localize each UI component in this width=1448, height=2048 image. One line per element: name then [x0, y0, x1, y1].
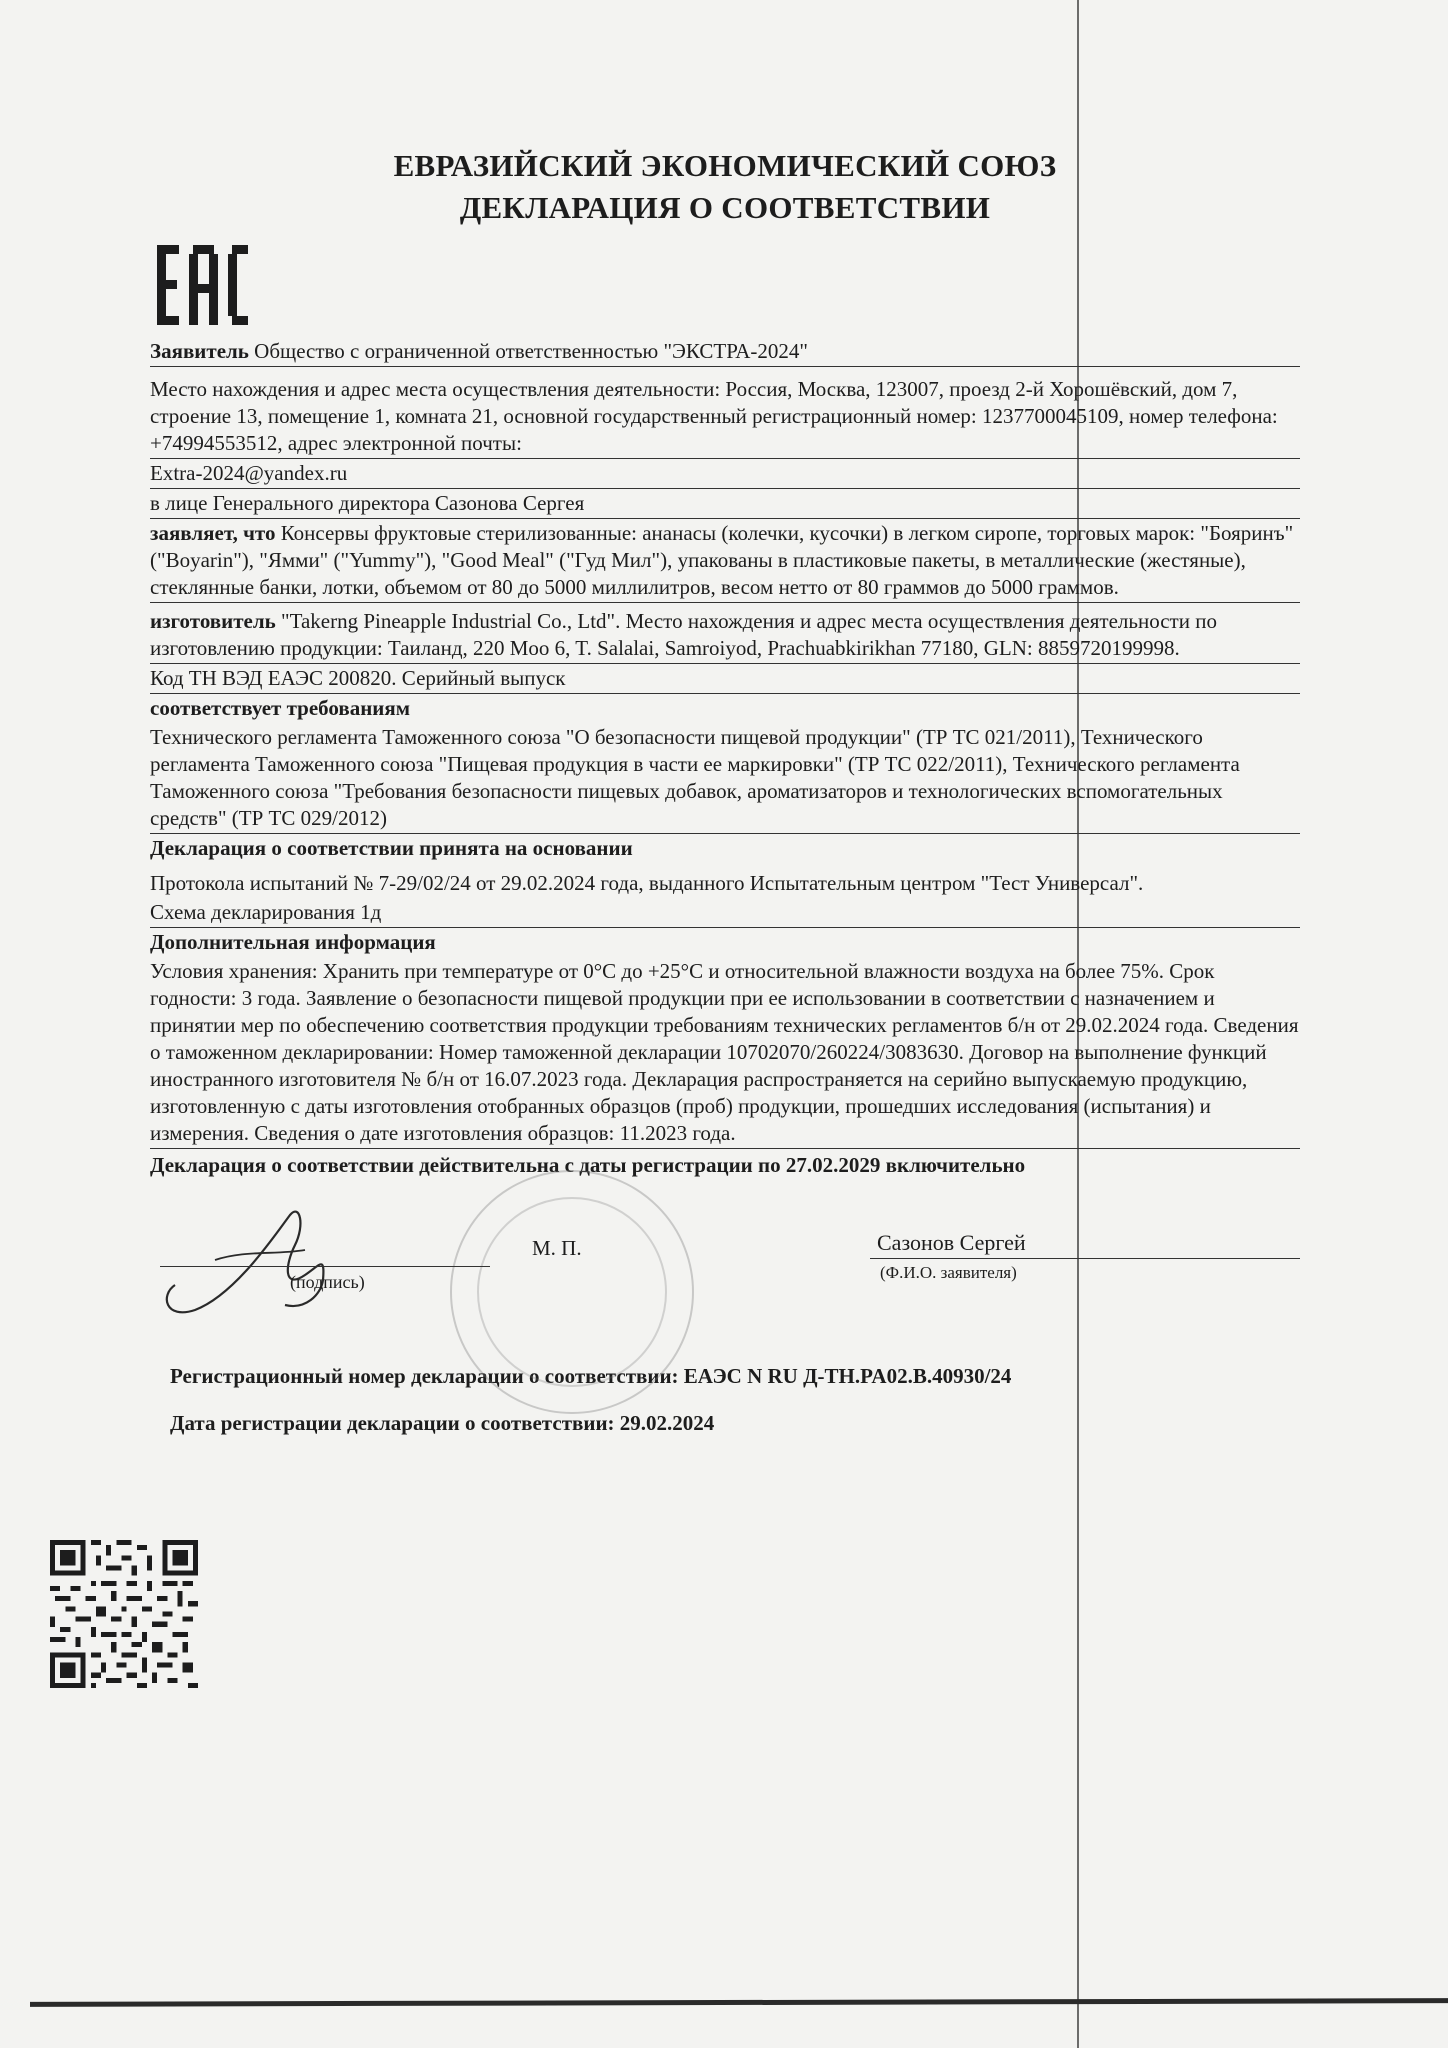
qr-code-icon	[50, 1540, 198, 1688]
scheme-text: Схема декларирования 1д	[150, 900, 382, 924]
document-header	[150, 145, 1300, 229]
representative-text: в лице Генерального директора Сазонова Сергея	[150, 491, 585, 515]
additional-text: Условия хранения: Хранить при температуре от 0°С до +25°С и относительной влажности воздуха на более 75%. Срок годности: 3 года. Заявление о безопасности пищевой продукции при ее использовании в соответствии с назначением и принятии мер по обеспечению соответствия продукции требованиям технических регламентов б/н от 29.02.2024 года. Сведения о таможенном декларировании: Номер таможенной декларации 10702070/260224/3083630. Договор на выполнение функций иностранного изготовителя № б/н от 16.07.2023 года. Декларация распространяется на серийно выпускаемую продукцию, изготовленную с даты изготовления отобранных образцов (проб) продукции, прошедших исследования (испытания) и измерения. Сведения о дате изготовления образцов: 11.2023 года.	[150, 959, 1299, 1145]
additional-label: Дополнительная информация	[150, 930, 436, 954]
declares-text: Консервы фруктовые стерилизованные: ананасы (колечки, кусочки) в легком сиропе, торговых марок: "Бояринъ" ("Boyarin"), "Ямми" ("Yummy"), "Good Meal" ("Гуд Мил"), упакованы в пластиковые пакеты, в металлические (жестяные), стеклянные банки, лотки, объемом от 80 до 5000 миллилитров, весом нетто от 80 граммов до 5000 граммов.	[150, 521, 1294, 599]
address-row	[150, 375, 1300, 459]
additional-row	[150, 957, 1300, 1149]
registration-date: Дата регистрации декларации о соответствии: 29.02.2024	[170, 1411, 715, 1435]
handwritten-signature-icon	[155, 1195, 365, 1335]
additional-label-row	[150, 928, 1300, 957]
declaration-title: ДЕКЛАРАЦИЯ О СООТВЕТСТВИИ	[459, 190, 991, 225]
validity-text: Декларация о соответствии действительна с даты регистрации по 27.02.2029 включительно	[150, 1153, 1026, 1177]
page-bottom-edge	[30, 1998, 1448, 2007]
declaration-document	[150, 145, 1300, 1437]
requirements-label-row	[150, 694, 1300, 723]
scheme-row	[150, 898, 1300, 928]
applicant-name: Сазонов Сергей	[877, 1230, 1026, 1255]
registration-number: Регистрационный номер декларации о соответствии: ЕАЭС N RU Д-TH.PA02.B.40930/24	[170, 1364, 1012, 1388]
manufacturer-row	[150, 607, 1300, 664]
validity-row	[150, 1151, 1300, 1180]
basis-row	[150, 869, 1300, 898]
signature-label: (подпись)	[290, 1272, 365, 1292]
requirements-row	[150, 723, 1300, 834]
declares-label: заявляет, что	[150, 521, 276, 545]
address-text: Место нахождения и адрес места осуществления деятельности: Россия, Москва, 123007, проезд 2-й Хорошёвский, дом 7, строение 13, помещение 1, комната 21, основной государственный регистрационный номер: 1237700045109, номер телефона: +74994553512, адрес электронной почты:	[150, 377, 1278, 455]
requirements-label: соответствует требованиям	[150, 696, 411, 720]
requirements-text: Технического регламента Таможенного союза "О безопасности пищевой продукции" (ТР ТС 021/2011), Технического регламента Таможенного союза "Пищевая продукция в части ее маркировки" (ТР ТС 022/2011), Технического регламента Таможенного союза "Требования безопасности пищевых добавок, ароматизаторов и технологических вспомогательных средств" (ТР ТС 029/2012)	[150, 725, 1240, 830]
union-title: ЕВРАЗИЙСКИЙ ЭКОНОМИЧЕСКИЙ СОЮЗ	[393, 148, 1057, 183]
name-label: (Ф.И.О. заявителя)	[880, 1263, 1017, 1282]
tn-ved-text: Код ТН ВЭД ЕАЭС 200820. Серийный выпуск	[150, 666, 566, 690]
applicant-row	[150, 337, 1300, 367]
basis-label: Декларация о соответствии принята на основании	[150, 836, 633, 860]
eac-logo-icon	[155, 240, 250, 330]
stamp-label: М. П.	[532, 1236, 582, 1260]
tn-ved-row	[150, 664, 1300, 694]
seal-stamp-icon	[450, 1170, 694, 1414]
declares-row	[150, 519, 1300, 603]
signature-line	[160, 1266, 490, 1267]
manufacturer-text: "Takerng Pineapple Industrial Co., Ltd". Место нахождения и адрес места осуществления деятельности по изготовлению продукции: Таиланд, 220 Moo 6, T. Salalai, Samroiyod, Prachuabkirikhan 77180, GLN: 8859720199998.	[150, 609, 1217, 660]
applicant-value: Общество с ограниченной ответственностью "ЭКСТРА-2024"	[254, 339, 808, 363]
signature-block	[150, 1180, 1300, 1345]
manufacturer-label: изготовитель	[150, 609, 276, 633]
representative-row	[150, 489, 1300, 519]
email-value: Extra-2024@yandex.ru	[150, 461, 348, 485]
basis-text: Протокола испытаний № 7-29/02/24 от 29.02.2024 года, выданного Испытательным центром "Тест Универсал".	[150, 871, 1144, 895]
email-row	[150, 459, 1300, 489]
name-line	[870, 1258, 1300, 1259]
basis-label-row	[150, 834, 1300, 863]
applicant-label: Заявитель	[150, 339, 249, 363]
